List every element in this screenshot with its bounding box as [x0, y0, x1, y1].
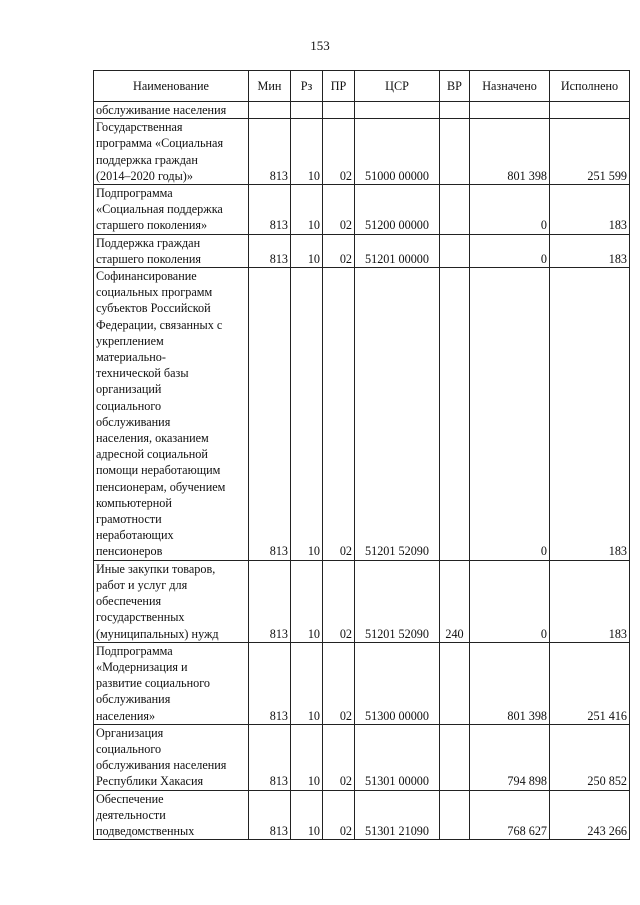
cell-pr: 02: [323, 724, 355, 790]
cell-rz: 10: [291, 790, 323, 840]
table-row: [94, 268, 630, 561]
cell-name: Иные закупки товаров, работ и услуг для обеспечения государственных (муниципальных) нужд: [94, 560, 249, 642]
cell-min: 813: [249, 724, 291, 790]
cell-assigned: 0: [470, 234, 550, 267]
table-row: [94, 185, 630, 235]
cell-name: Организация социального обслуживания населения Республики Хакасия: [94, 724, 249, 790]
cell-pr: [323, 102, 355, 119]
cell-assigned: [470, 102, 550, 119]
cell-rz: 10: [291, 642, 323, 724]
cell-csr: 51201 52090: [355, 560, 440, 642]
cell-assigned: 0: [470, 268, 550, 561]
cell-pr: 02: [323, 119, 355, 185]
cell-assigned: 768 627: [470, 790, 550, 840]
header-name: Наименование: [94, 71, 249, 102]
cell-name: Подпрограмма «Социальная поддержка старшего поколения»: [94, 185, 249, 235]
cell-csr: 51301 00000: [355, 724, 440, 790]
cell-min: 813: [249, 790, 291, 840]
cell-name: Поддержка граждан старшего поколения: [94, 234, 249, 267]
cell-assigned: 794 898: [470, 724, 550, 790]
cell-executed: 183: [550, 234, 630, 267]
table-row: [94, 560, 630, 642]
cell-min: 813: [249, 642, 291, 724]
page-number: 153: [310, 38, 330, 53]
table-header-row: [94, 71, 630, 102]
cell-csr: 51301 21090: [355, 790, 440, 840]
cell-vr: 240: [440, 560, 470, 642]
cell-csr: 51201 52090: [355, 268, 440, 561]
cell-name: Обеспечение деятельности подведомственных: [94, 790, 249, 840]
header-csr: ЦСР: [355, 71, 440, 102]
cell-executed: 183: [550, 560, 630, 642]
budget-table: [93, 70, 630, 840]
cell-vr: [440, 642, 470, 724]
cell-pr: 02: [323, 268, 355, 561]
header-assigned: Назначено: [470, 71, 550, 102]
cell-csr: 51201 00000: [355, 234, 440, 267]
cell-pr: 02: [323, 790, 355, 840]
cell-name: Софинансирование социальных программ субъектов Российской Федерации, связанных с укреплением материально- технической базы организаций социального обслуживания населения, оказанием адресной социальной помощи неработающим пенсионерам, обучением компьютерной грамотности неработающих пенсионеров: [94, 268, 249, 561]
cell-name: Государственная программа «Социальная поддержка граждан (2014–2020 годы)»: [94, 119, 249, 185]
cell-pr: 02: [323, 642, 355, 724]
cell-executed: [550, 102, 630, 119]
cell-min: 813: [249, 185, 291, 235]
cell-min: 813: [249, 268, 291, 561]
cell-rz: 10: [291, 560, 323, 642]
cell-rz: 10: [291, 268, 323, 561]
cell-executed: 183: [550, 185, 630, 235]
header-vr: ВР: [440, 71, 470, 102]
table-row: [94, 790, 630, 840]
cell-pr: 02: [323, 560, 355, 642]
cell-name: Подпрограмма «Модернизация и развитие социального обслуживания населения»: [94, 642, 249, 724]
cell-vr: [440, 102, 470, 119]
cell-vr: [440, 119, 470, 185]
cell-rz: 10: [291, 724, 323, 790]
cell-vr: [440, 790, 470, 840]
cell-assigned: 801 398: [470, 642, 550, 724]
cell-executed: 251 416: [550, 642, 630, 724]
header-executed: Исполнено: [550, 71, 630, 102]
cell-pr: 02: [323, 234, 355, 267]
cell-rz: 10: [291, 119, 323, 185]
cell-executed: 251 599: [550, 119, 630, 185]
table-row: [94, 724, 630, 790]
cell-csr: [355, 102, 440, 119]
header-min: Мин: [249, 71, 291, 102]
cell-min: [249, 102, 291, 119]
header-rz: Рз: [291, 71, 323, 102]
header-pr: ПР: [323, 71, 355, 102]
cell-rz: [291, 102, 323, 119]
cell-vr: [440, 268, 470, 561]
cell-rz: 10: [291, 234, 323, 267]
cell-min: 813: [249, 119, 291, 185]
cell-executed: 183: [550, 268, 630, 561]
cell-min: 813: [249, 560, 291, 642]
table-row: [94, 642, 630, 724]
cell-csr: 51200 00000: [355, 185, 440, 235]
cell-vr: [440, 185, 470, 235]
cell-executed: 250 852: [550, 724, 630, 790]
cell-executed: 243 266: [550, 790, 630, 840]
table-row: [94, 102, 630, 119]
cell-csr: 51000 00000: [355, 119, 440, 185]
cell-assigned: 801 398: [470, 119, 550, 185]
cell-rz: 10: [291, 185, 323, 235]
cell-assigned: 0: [470, 185, 550, 235]
cell-min: 813: [249, 234, 291, 267]
cell-csr: 51300 00000: [355, 642, 440, 724]
cell-name: обслуживание населения: [94, 102, 249, 119]
table-row: [94, 234, 630, 267]
cell-vr: [440, 724, 470, 790]
cell-pr: 02: [323, 185, 355, 235]
table-row: [94, 119, 630, 185]
cell-vr: [440, 234, 470, 267]
cell-assigned: 0: [470, 560, 550, 642]
